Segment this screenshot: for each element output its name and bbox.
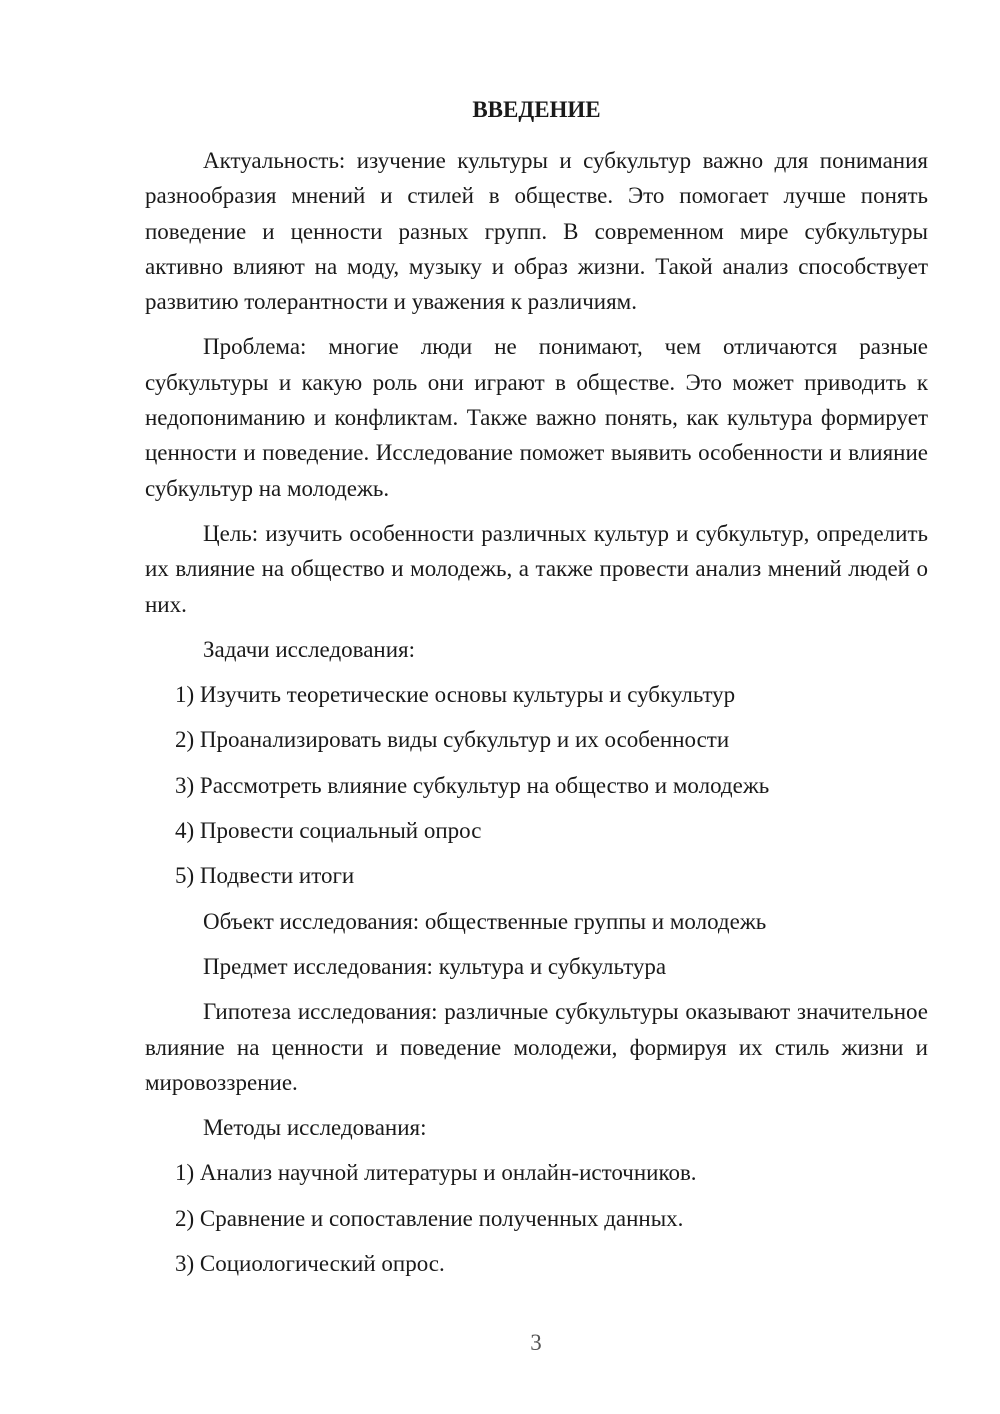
method-item-2: 2) Сравнение и сопоставление полученных данных.: [175, 1205, 684, 1231]
method-item-3: 3) Социологический опрос.: [175, 1251, 445, 1277]
hypothesis-paragraph: Гипотеза исследования: различные субкультуры оказывают значительное влияние на ценности и поведение молодежи, формируя их стиль жизни и мировоззрение.: [145, 999, 928, 1095]
tasks-heading: Задачи исследования:: [203, 636, 416, 662]
document-page: [145, 92, 928, 1291]
relevance-paragraph: Актуальность: изучение культуры и субкультур важно для понимания разнообразия мнений и стилей в обществе. Это помогает лучше понять поведение и ценности разных групп. В современном мире субкультуры активно влияют на моду, музыку и образ жизни. Такой анализ способствует развитию толерантности и уважения к различиям.: [145, 148, 928, 315]
research-object: Объект исследования: общественные группы и молодежь: [203, 908, 767, 934]
task-item-5: 5) Подвести итоги: [175, 863, 355, 889]
task-item-2: 2) Проанализировать виды субкультур и их особенности: [175, 727, 730, 753]
page-number: 3: [530, 1330, 542, 1355]
task-item-4: 4) Провести социальный опрос: [175, 818, 482, 844]
page-title: ВВЕДЕНИЕ: [472, 97, 601, 122]
research-subject: Предмет исследования: культура и субкультура: [203, 953, 667, 979]
problem-paragraph: Проблема: многие люди не понимают, чем отличаются разные субкультуры и какую роль они играют в обществе. Это может приводить к недопониманию и конфликтам. Также важно понять, как культура формирует ценности и поведение. Исследование поможет выявить особенности и влияние субкультур на молодежь.: [145, 334, 928, 501]
task-item-1: 1) Изучить теоретические основы культуры и субкультур: [175, 682, 736, 708]
method-item-1: 1) Анализ научной литературы и онлайн-источников.: [175, 1160, 697, 1186]
methods-heading: Методы исследования:: [203, 1115, 427, 1141]
task-item-3: 3) Рассмотреть влияние субкультур на общество и молодежь: [175, 772, 770, 798]
goal-paragraph: Цель: изучить особенности различных культур и субкультур, определить их влияние на общество и молодежь, а также провести анализ мнений людей о них.: [145, 520, 928, 617]
